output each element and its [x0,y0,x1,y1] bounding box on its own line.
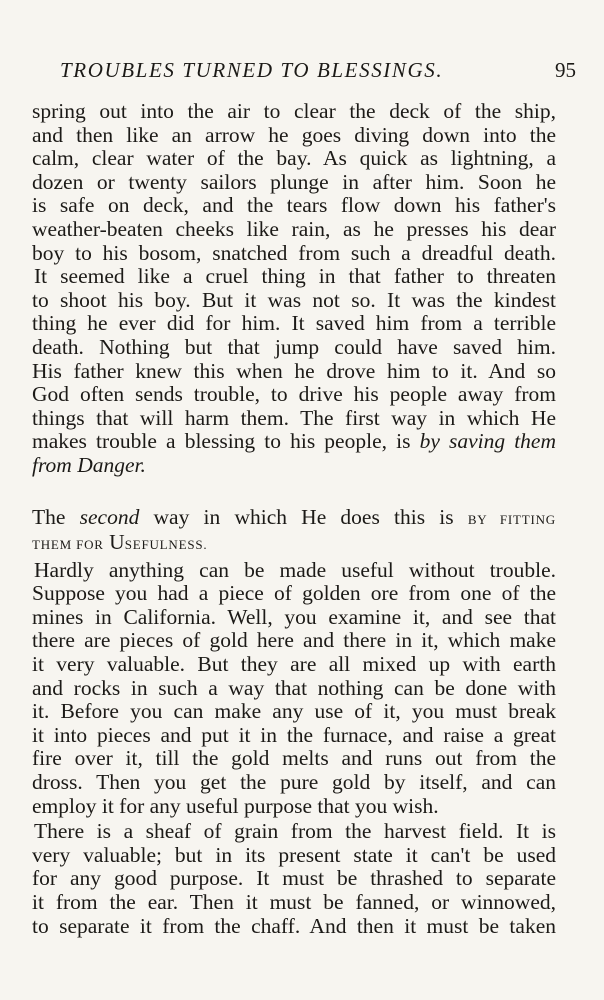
text-line: The second way in which He does this is BY FITTING [32,504,556,529]
text-line: for any good purpose. It must be thrashed to separate [32,866,556,891]
paragraph-5 [32,820,556,938]
text-line: it from the ear. Then it must be fanned, or winnowed, [32,890,556,914]
running-header [32,52,576,86]
page-number: 95 [555,58,576,82]
text-line: dross. Then you get the pure gold by itself, and can [32,770,556,795]
text-line: spring out into the air to clear the deck of the ship, [32,99,556,123]
text-line: it into pieces and put it in the furnace, and raise a great [32,722,556,747]
text-line: THEM FOR USEFULNESS. [32,530,208,555]
text-line: employ it for any useful purpose that you wish. [32,793,439,818]
text-line: death. Nothing but that jump could have saved him. [32,334,556,359]
text-line: calm, clear water of the bay. As quick as lightning, a [32,146,556,171]
emphasis-text: by saving them [419,429,556,454]
text-line: it. Before you can make any use of it, you must break [32,699,556,724]
paragraph-3 [32,506,556,557]
text-line: it very valuable. But they are all mixed up with earth [32,652,556,677]
paragraph-4 [32,559,556,819]
text-line: dozen or twenty sailors plunge in after him. Soon he [32,169,556,194]
text-line: thing he ever did for him. It saved him from a terrible [32,311,556,336]
book-page [32,52,576,938]
paragraph-2 [32,265,556,477]
text-line: makes trouble a blessing to his people, is by saving them [32,429,556,454]
text-line: mines in California. Well, you examine it, and see that [32,604,556,629]
text-line: Hardly anything can be made useful without trouble. [34,557,556,582]
text-line: His father knew this when he drove him to it. And so [32,358,556,383]
page-body [32,100,556,938]
text-line: to separate it from the chaff. And then it must be taken [32,913,556,938]
text-line: there are pieces of gold here and there in it, which make [32,628,556,653]
text-line: Suppose you had a piece of golden ore from one of the [32,581,556,606]
text-line: and then like an arrow he goes diving down into the [32,122,556,147]
text-line: fire over it, till the gold melts and runs out from the [32,746,556,771]
text-line: There is a sheaf of grain from the harvest field. It is [34,819,556,844]
text-line: and rocks in such a way that nothing can be done with [32,675,556,700]
emphasis-text: from Danger. [32,452,146,477]
text-line: to shoot his boy. But it was not so. It was the kindest [32,287,556,312]
paragraph-1 [32,100,556,265]
text-line: God often sends trouble, to drive his people away from [32,382,556,407]
text-line: boy to his bosom, snatched from such a dreadful death. [32,240,556,265]
text-line [32,454,556,478]
text-line: things that will harm them. The first way in which He [32,405,556,430]
running-title: TROUBLES TURNED TO BLESSINGS. [60,58,444,82]
text-line: is safe on deck, and the tears flow down his father's [32,193,556,218]
text-line: very valuable; but in its present state it can't be used [32,842,556,867]
text-line: It seemed like a cruel thing in that father to threaten [34,264,556,289]
text-line: weather-beaten cheeks like rain, as he presses his dear [32,216,556,241]
